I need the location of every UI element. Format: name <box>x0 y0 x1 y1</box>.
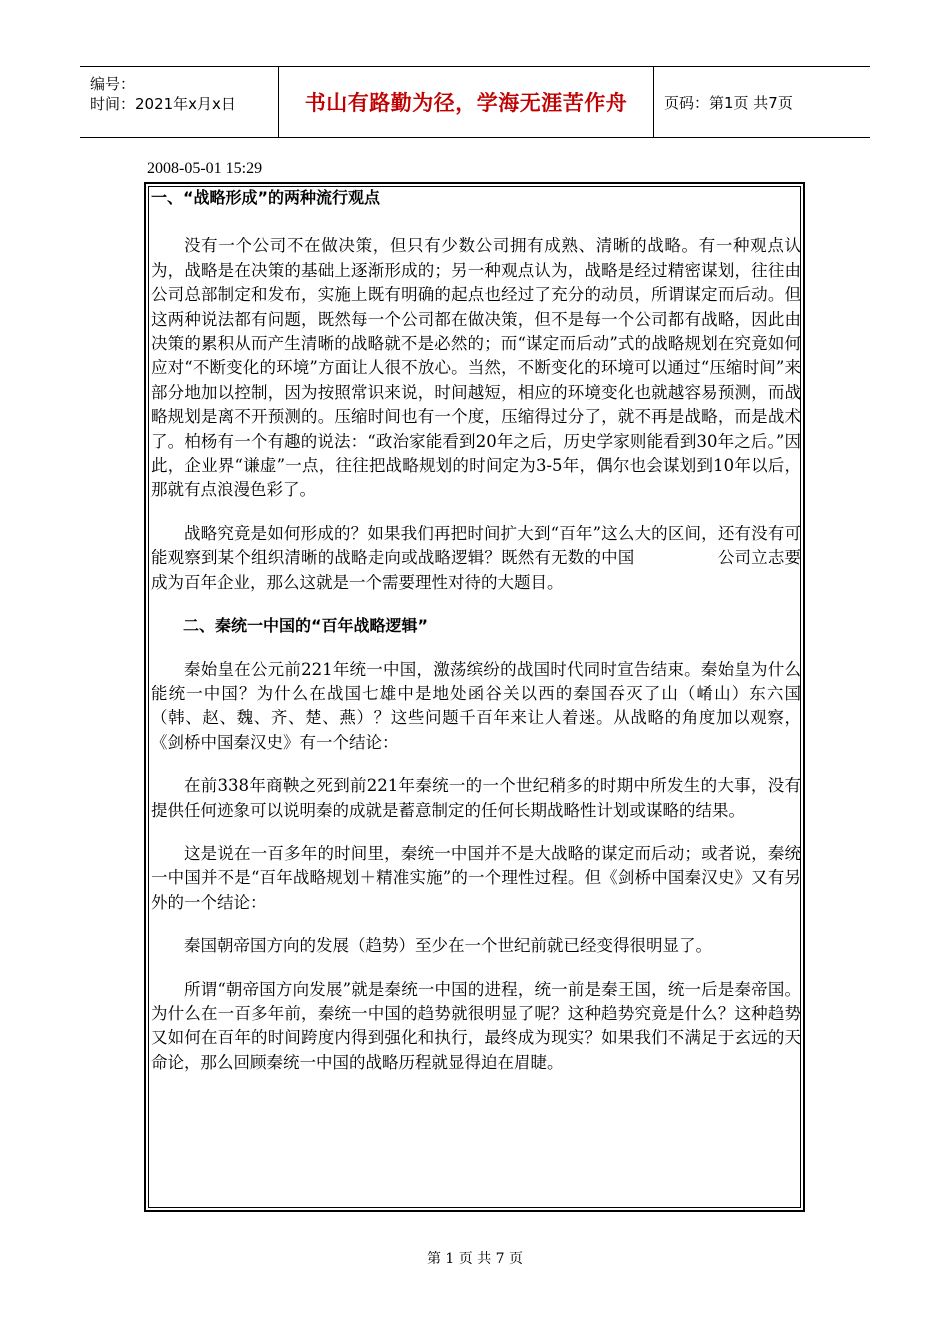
page-header <box>80 66 870 138</box>
header-page-cell <box>654 67 870 137</box>
paragraph: 秦始皇在公元前221年统一中国，激荡缤纷的战国时代同时宣告结束。秦始皇为什么能统一中国？为什么在战国七雄中是地处函谷关以西的秦国吞灭了山（崤山）东六国（韩、赵、魏、齐、楚、燕）？这些问题千百年来让人着迷。从战略的角度加以观察，《剑桥中国秦汉史》有一个结论： <box>151 659 801 752</box>
article-body <box>151 186 801 1075</box>
section-heading-2: 二、秦统一中国的“百年战略逻辑” <box>183 616 429 636</box>
quote-paragraph: 秦国朝帝国方向的发展（趋势）至少在一个世纪前就已经变得很明显了。 <box>184 936 712 956</box>
section-heading-1: 一、“战略形成”的两种流行观点 <box>151 188 381 207</box>
paragraph: 所谓“朝帝国方向发展”就是秦统一中国的进程，统一前是秦王国，统一后是秦帝国。为什么在一百多年前，秦统一中国的趋势就很明显了呢？这种趋势究竟是什么？这种趋势又如何在百年的时间跨度内得到强化和执行，最终成为现实？如果我们不满足于玄远的天命论，那么回顾秦统一中国的战略历程就显得迫在眉睫。 <box>151 979 801 1072</box>
header-page-label: 页码：第1页 共7页 <box>664 93 793 112</box>
article-box <box>144 182 805 1212</box>
header-motto: 书山有路勤为径，学海无涯苦作舟 <box>304 91 628 115</box>
document-time-label: 时间：2021年x月x日 <box>90 95 236 113</box>
header-info-cell <box>80 67 279 137</box>
paragraph: 战略究竟是如何形成的？如果我们再把时间扩大到“百年”这么大的区间，还有没有可能观察到某个组织清晰的战略走向或战略逻辑？既然有无数的中国 公司立志要成为百年企业，那么这就是一个需要理性对待的大题目。 <box>151 523 801 592</box>
post-timestamp: 2008-05-01 15:29 <box>147 160 263 177</box>
header-motto-cell <box>279 67 654 137</box>
document-number-label: 编号： <box>90 75 136 93</box>
paragraph: 没有一个公司不在做决策，但只有少数公司拥有成熟、清晰的战略。有一种观点认为，战略是在决策的基础上逐渐形成的；另一种观点认为，战略是经过精密谋划，往往由公司总部制定和发布，实施上既有明确的起点也经过了充分的动员，所谓谋定而后动。但这两种说法都有问题，既然每一个公司都在做决策，但不是每一个公司都有战略，因此由决策的累积从而产生清晰的战略就不是必然的；而“谋定而后动”式的战略规划在究竟如何应对“不断变化的环境”方面让人很不放心。当然，不断变化的环境可以通过“压缩时间”来部分地加以控制，因为按照常识来说，时间越短，相应的环境变化也就越容易预测，而战略规划是离不开预测的。压缩时间也有一个度，压缩得过分了，就不再是战略，而是战术了。柏杨有一个有趣的说法：“政治家能看到20年之后，历史学家则能看到30年之后。”因此，企业界“谦虚”一点，往往把战略规划的时间定为3-5年，偶尔也会谋划到10年以后，那就有点浪漫色彩了。 <box>151 236 801 500</box>
quote-paragraph: 在前338年商鞅之死到前221年秦统一的一个世纪稍多的时期中所发生的大事，没有提供任何迹象可以说明秦的成就是蓄意制定的任何长期战略性计划或谋略的结果。 <box>151 776 801 820</box>
page-footer: 第 1 页 共 7 页 <box>426 1251 524 1267</box>
paragraph: 这是说在一百多年的时间里，秦统一中国并不是大战略的谋定而后动；或者说，秦统一中国并不是“百年战略规划＋精准实施”的一个理性过程。但《剑桥中国秦汉史》又有另外的一个结论： <box>151 843 801 912</box>
